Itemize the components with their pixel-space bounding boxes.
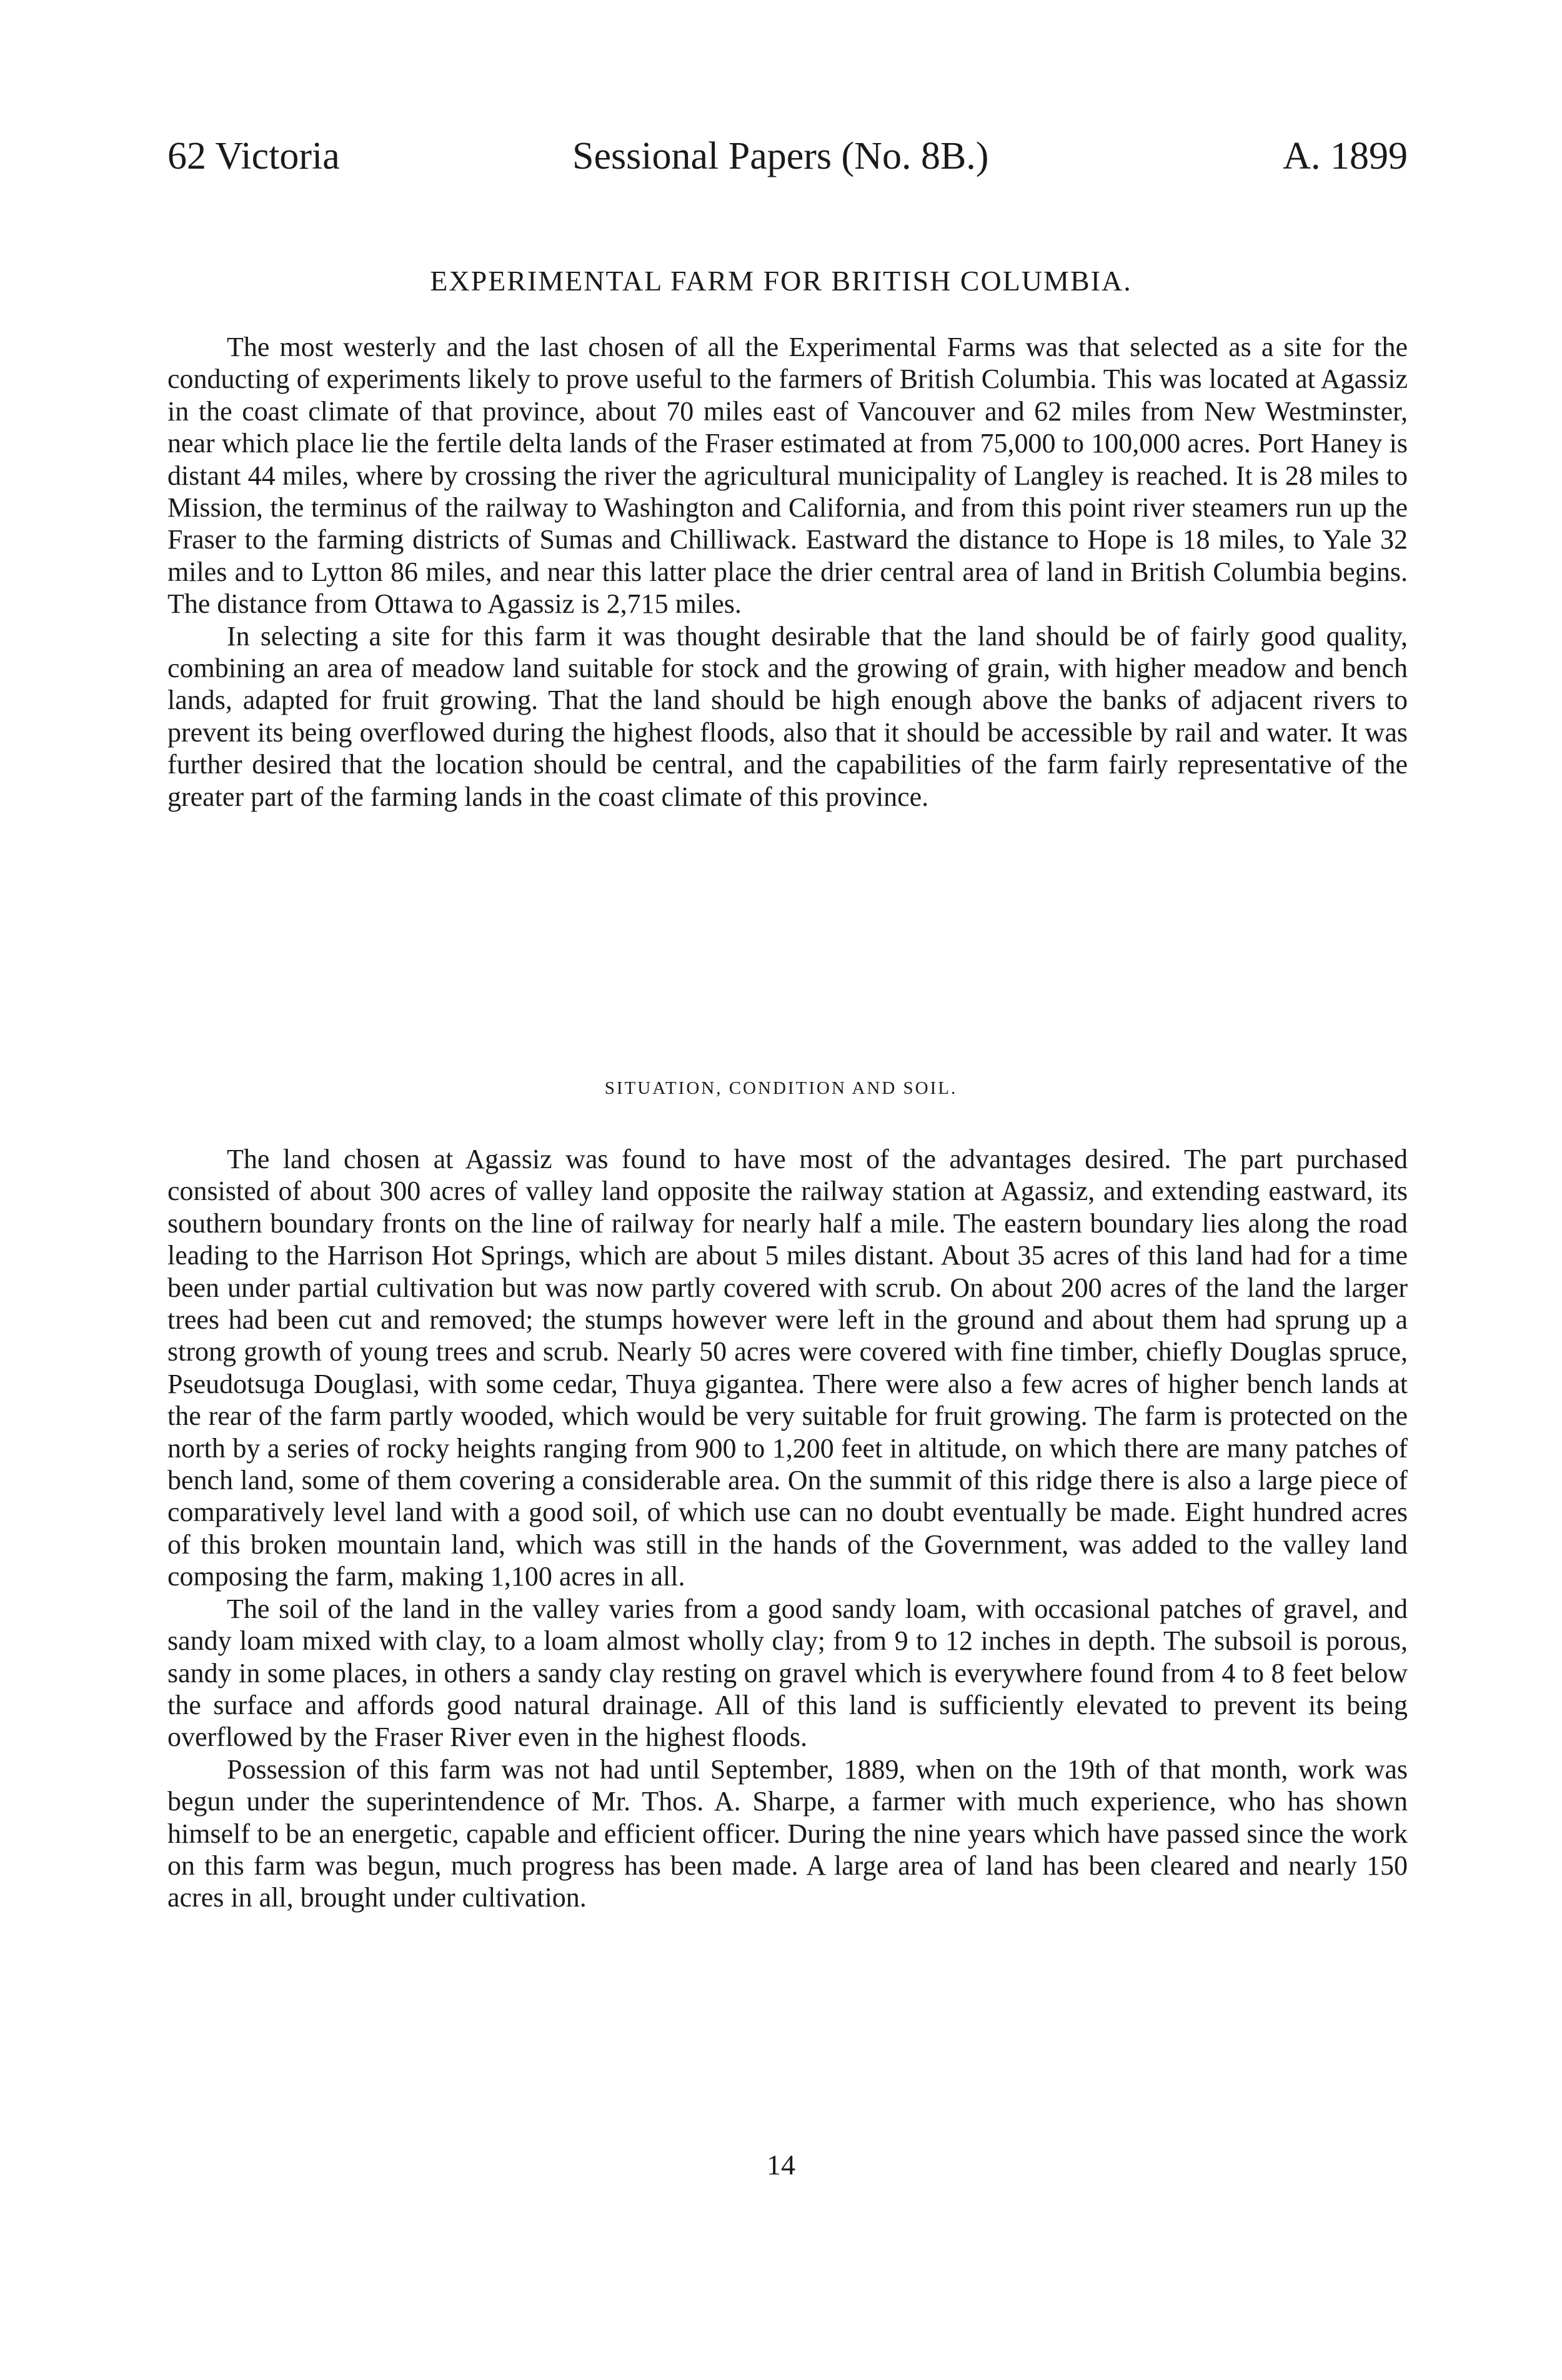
running-head-volume: 62 Victoria <box>167 135 340 177</box>
running-head-series: Sessional Papers (No. 8B.) <box>572 135 989 177</box>
paragraph: The land chosen at Agassiz was found to have most of the advantages desired. The part purchased consisted of about 300 acres of valley land opposite the railway station at Agassiz, and extending eastward, its southern boundary fronts on the line of railway for nearly half a mile. The eastern boundary lies along the road leading to the Harrison Hot Springs, which are about 5 miles distant. About 35 acres of this land had for a time been under partial cultivation but was now partly covered with scrub. On about 200 acres of the land the larger trees had been cut and removed; the stumps however were left in the ground and about them had sprung up a strong growth of young trees and scrub. Nearly 50 acres were covered with fine timber, chiefly Douglas spruce, Pseudotsuga Douglasi, with some cedar, Thuya gigantea. There were also a few acres of higher bench lands at the rear of the farm partly wooded, which would be very suitable for fruit growing. The farm is protected on the north by a series of rocky heights ranging from 900 to 1,200 feet in altitude, on which there are many patches of bench land, some of them covering a considerable area. On the summit of this ridge there is also a large piece of comparatively level land with a good soil, of which use can no doubt eventually be made. Eight hundred acres of this broken mountain land, which was still in the hands of the Government, was added to the valley land composing the farm, making 1,100 acres in all. <box>167 1144 1408 1592</box>
paragraph: Possession of this farm was not had until September, 1889, when on the 19th of that month, work was begun under the superintendence of Mr. Thos. A. Sharpe, a farmer with much experience, who has shown himself to be an energetic, capable and efficient officer. During the nine years which have passed since the work on this farm was begun, much progress has been made. A large area of land has been cleared and nearly 150 acres in all, brought under cultivation. <box>167 1753 1408 1913</box>
page-number: 14 <box>767 2149 795 2181</box>
running-head <box>167 128 1408 184</box>
situation-section <box>167 1143 1408 1914</box>
running-head-year: A. 1899 <box>1283 135 1408 177</box>
paragraph: The soil of the land in the valley varies from a good sandy loam, with occasional patches of gravel, and sandy loam mixed with clay, to a loam almost wholly clay; from 9 to 12 inches in depth. The subsoil is porous, sandy in some places, in others a sandy clay resting on gravel which is everywhere found from 4 to 8 feet below the surface and affords good natural drainage. All of this land is sufficiently elevated to prevent its being overflowed by the Fraser River even in the highest floods. <box>167 1593 1408 1753</box>
paragraph: In selecting a site for this farm it was thought desirable that the land should be of fairly good quality, combining an area of meadow land suitable for stock and the growing of grain, with higher meadow and bench lands, adapted for fruit growing. That the land should be high enough above the banks of adjacent rivers to prevent its being overflowed during the highest floods, also that it should be accessible by rail and water. It was further desired that the location should be central, and the capabilities of the farm fairly representative of the greater part of the farming lands in the coast climate of this province. <box>167 620 1408 812</box>
paragraph: The most westerly and the last chosen of all the Experimental Farms was that selected as a site for the conducting of experiments likely to prove useful to the farmers of British Columbia. This was located at Agassiz in the coast climate of that province, about 70 miles east of Vancouver and 62 miles from New Westminster, near which place lie the fertile delta lands of the Fraser estimated at from 75,000 to 100,000 acres. Port Haney is distant 44 miles, where by crossing the river the agricultural municipality of Langley is reached. It is 28 miles to Mission, the terminus of the railway to Washington and California, and from this point river steamers run up the Fraser to the farming districts of Sumas and Chilliwack. Eastward the distance to Hope is 18 miles, to Yale 32 miles and to Lytton 86 miles, and near this latter place the drier central area of land in British Columbia begins. The distance from Ottawa to Agassiz is 2,715 miles. <box>167 332 1408 620</box>
intro-section <box>167 331 1408 813</box>
page-title: EXPERIMENTAL FARM FOR BRITISH COLUMBIA. <box>430 265 1132 297</box>
section-heading: SITUATION, CONDITION AND SOIL. <box>604 1078 958 1098</box>
